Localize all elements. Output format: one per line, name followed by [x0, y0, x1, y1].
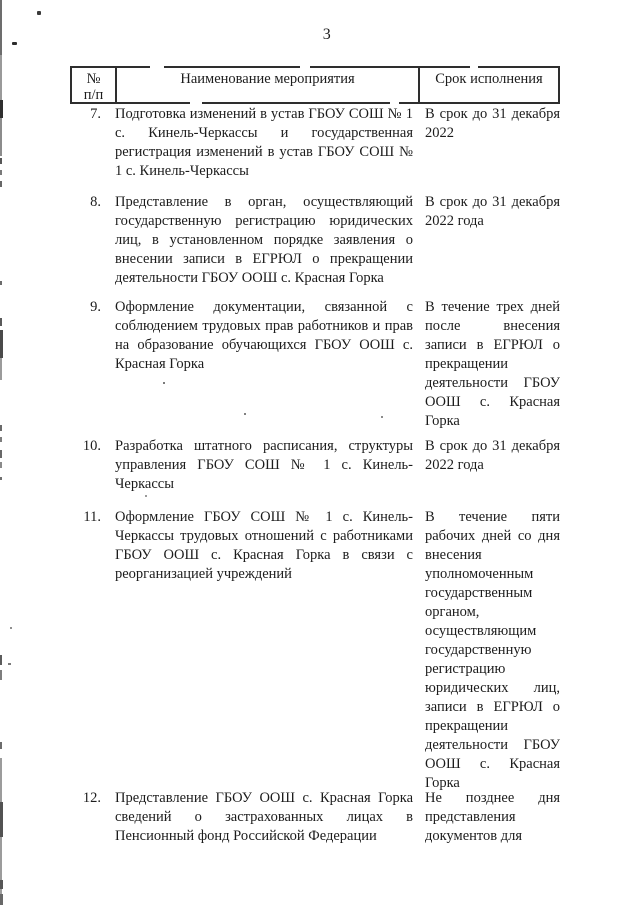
scan-edge-artifact [0, 55, 2, 103]
row-activity: Оформление документации, связанной с соблюдением трудовых прав работников и прав на образование обучающихся ГБОУ ООШ с. Красная Горка [115, 299, 413, 372]
header-cell-activity [117, 68, 420, 103]
scan-edge-artifact [0, 462, 2, 468]
table-row [70, 298, 560, 431]
row-number: 10. [82, 438, 101, 454]
row-number: 8. [90, 194, 101, 210]
row-number: 11. [83, 509, 101, 525]
scan-edge-artifact [0, 158, 2, 164]
scan-edge-artifact [0, 802, 3, 837]
scan-edge-artifact [0, 450, 2, 458]
ink-speck [10, 627, 12, 629]
row-activity: Представление ГБОУ ООШ с. Красная Горка сведений о застрахованных лицах в Пенсионный фонд Российской Федерации [115, 790, 413, 844]
row-number: 7. [90, 106, 101, 122]
row-deadline: В срок до 31 декабря 2022 года [425, 438, 560, 473]
scan-edge-artifact [0, 318, 2, 326]
row-number: 9. [90, 299, 101, 315]
scan-edge-artifact [0, 100, 3, 118]
ink-speck [8, 663, 11, 665]
scan-edge-artifact [0, 170, 2, 175]
scan-edge-artifact [0, 118, 2, 156]
row-deadline: В течение пяти рабочих дней со дня внесения уполномоченным государственным органом, осуществляющим государственную регистрацию юридических лиц, записи в ЕГРЮЛ о прекращении деятельности ГБОУ ООШ с. Красная Горка [425, 509, 560, 791]
scan-edge-artifact [0, 655, 2, 665]
table-row [70, 789, 560, 846]
scan-edge-artifact [0, 330, 3, 358]
scan-edge-artifact [0, 477, 2, 480]
header-num-line1: № [86, 71, 101, 87]
row-deadline: В срок до 31 декабря 2022 [425, 106, 560, 141]
table-row [70, 193, 560, 288]
scan-edge-artifact [0, 437, 2, 442]
scan-edge-artifact [0, 181, 2, 187]
ink-speck [37, 11, 41, 15]
scan-edge-artifact [0, 894, 3, 905]
table-header [70, 66, 560, 104]
header-activity-label: Наименование мероприятия [180, 71, 355, 87]
table-row [70, 508, 560, 793]
table-row [70, 437, 560, 494]
row-deadline: Не позднее дня представления документов для [425, 790, 560, 844]
header-num-line2: п/п [83, 87, 104, 103]
scan-edge-artifact [0, 880, 3, 889]
table-row [70, 105, 560, 181]
header-cell-deadline [420, 68, 558, 103]
header-cell-num [72, 68, 117, 103]
row-deadline: В течение трех дней после внесения записи в ЕГРЮЛ о прекращении деятельности ГБОУ ООШ с. Красная Горка [425, 299, 560, 429]
row-number: 12. [82, 790, 101, 806]
scan-edge-artifact [0, 670, 2, 680]
header-deadline-label: Срок исполнения [435, 71, 543, 87]
scan-edge-artifact [0, 758, 2, 905]
scan-edge-artifact [0, 742, 2, 749]
page-number: 3 [322, 26, 332, 43]
ink-speck [145, 495, 147, 497]
row-activity: Разработка штатного расписания, структуры управления ГБОУ СОШ № 1 с. Кинель-Черкассы [115, 438, 413, 492]
scan-edge-artifact [0, 358, 2, 380]
scan-edge-artifact [0, 425, 2, 431]
row-activity: Оформление ГБОУ СОШ № 1 с. Кинель-Черкассы трудовых отношений с работниками ГБОУ ООШ с. Красная Горка в связи с реорганизацией учреждений [115, 509, 413, 582]
row-deadline: В срок до 31 декабря 2022 года [425, 194, 560, 229]
row-activity: Подготовка изменений в устав ГБОУ СОШ № 1 с. Кинель-Черкассы и государственная регистрация изменений в устав ГБОУ СОШ № 1 с. Кинель-Черкассы [115, 106, 413, 179]
row-activity: Представление в орган, осуществляющий государственную регистрацию юридических лиц, в установленном порядке заявления о внесении записи в ЕГРЮЛ о прекращении деятельности ГБОУ ООШ с. Красная Горка [115, 194, 413, 286]
scan-edge-artifact [0, 281, 2, 285]
